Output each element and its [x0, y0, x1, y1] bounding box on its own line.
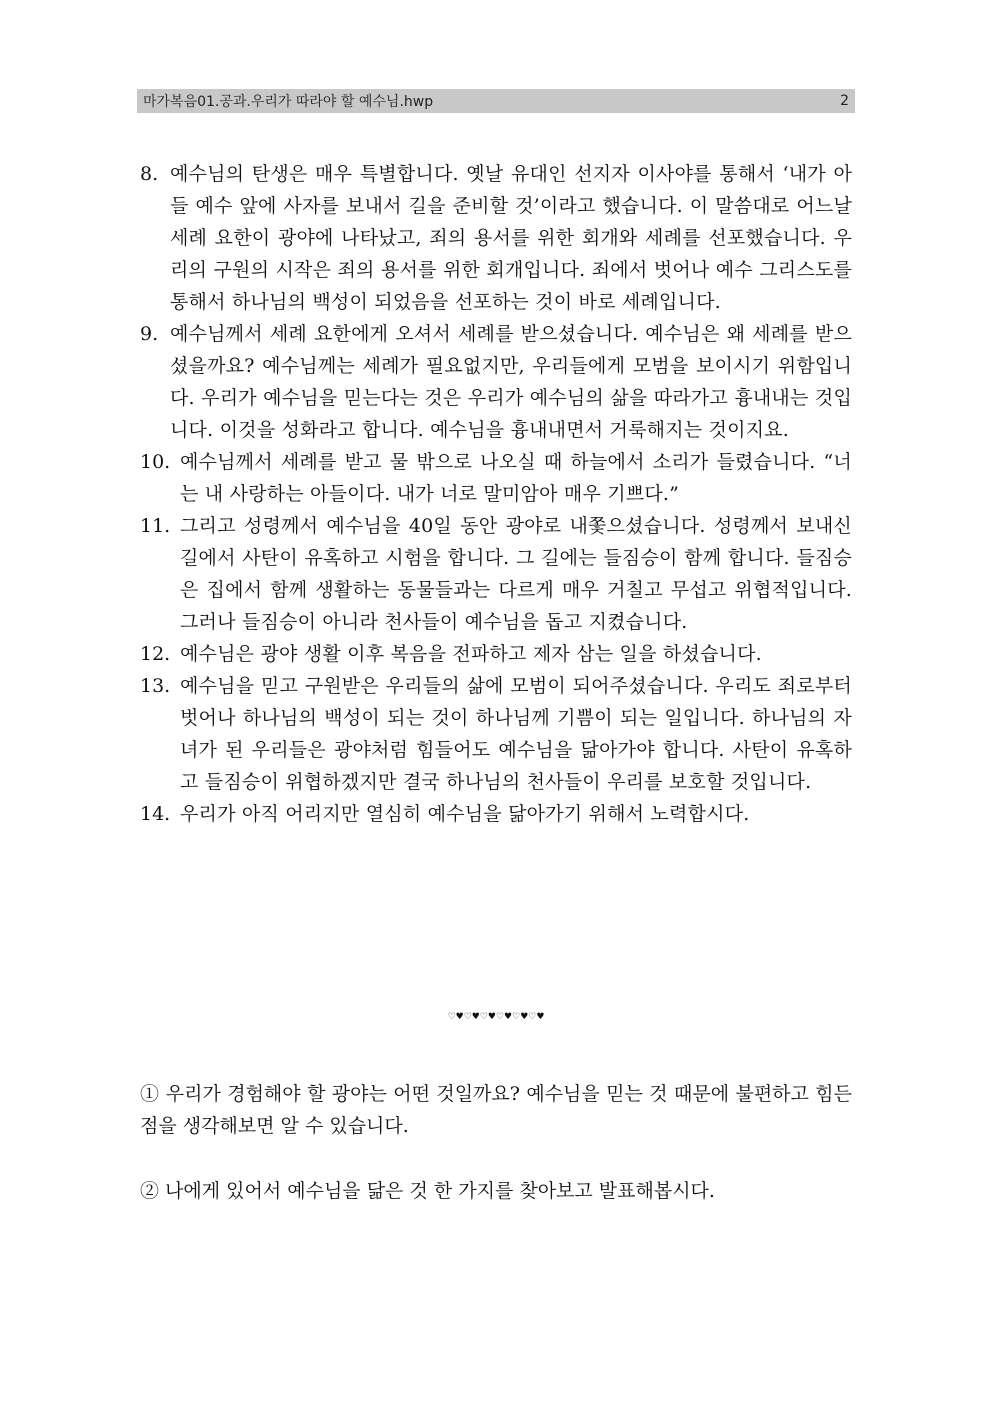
list-item: [140, 798, 852, 830]
document-title: 마가복음01.공과.우리가 따라야 할 예수님.hwp: [143, 94, 434, 110]
list-item: [140, 318, 852, 446]
heart-divider: ♡♥♡♥♡♥♡♥♡♥♡♥: [447, 1012, 545, 1022]
list-item-text: 우리가 아직 어리지만 열심히 예수님을 닮아가기 위해서 노력합시다.: [180, 803, 750, 825]
discussion-question-1: ① 우리가 경험해야 할 광야는 어떤 것일까요? 예수님을 믿는 것 때문에 불편하고 힘든 점을 생각해보면 알 수 있습니다.: [140, 1083, 852, 1137]
list-item-text: 그리고 성령께서 예수님을 40일 동안 광야로 내쫓으셨습니다. 성령께서 보내신 길에서 사탄이 유혹하고 시험을 합니다. 그 길에는 들짐승이 함께 합니다. 들짐승은 집에서 함께 생활하는 동물들과는 다르게 매우 거칠고 무섭고 위협적입니다. 그러나 들짐승이 아니라 천사들이 예수님을 돕고 지켰습니다.: [180, 515, 853, 633]
document-header: [137, 89, 855, 113]
list-item-text: 예수님을 믿고 구원받은 우리들의 삶에 모범이 되어주셨습니다. 우리도 죄로부터 벗어나 하나님의 백성이 되는 것이 하나님께 기쁨이 되는 일입니다. 하나님의 자녀가 된 우리들은 광야처럼 힘들어도 예수님을 닮아가야 합니다. 사탄이 유혹하고 들짐승이 위협하겠지만 결국 하나님의 천사들이 우리를 보호할 것입니다.: [180, 675, 852, 793]
list-item-number: 12.: [140, 643, 171, 665]
list-item-number: 13.: [140, 675, 171, 697]
page-number: 2: [840, 93, 849, 109]
list-item-text: 예수님께서 세례를 받고 물 밖으로 나오실 때 하늘에서 소리가 들렸습니다. “너는 내 사랑하는 아들이다. 내가 너로 말미암아 매우 기쁘다.”: [180, 451, 852, 505]
list-item-text: 예수님께서 세례 요한에게 오셔서 세례를 받으셨습니다. 예수님은 왜 세례를 받으셨을까요? 예수님께는 세례가 필요없지만, 우리들에게 모범을 보이시기 위함입니다. 우리가 예수님을 믿는다는 것은 우리가 예수님의 삶을 따라가고 흉내내는 것입니다. 이것을 성화라고 합니다. 예수님을 흉내내면서 거룩해지는 것이지요.: [170, 323, 852, 441]
list-item-number: 9.: [140, 323, 159, 345]
discussion-question-2: ② 나에게 있어서 예수님을 닮은 것 한 가지를 찾아보고 발표해봅시다.: [140, 1180, 715, 1202]
list-item-number: 14.: [140, 803, 171, 825]
list-item-text: 예수님의 탄생은 매우 특별합니다. 옛날 유대인 선지자 이사야를 통해서 ‘내가 아들 예수 앞에 사자를 보내서 길을 준비할 것’이라고 했습니다. 이 말씀대로 어느날 세례 요한이 광야에 나타났고, 죄의 용서를 위한 회개와 세례를 선포했습니다. 우리의 구원의 시작은 죄의 용서를 위한 회개입니다. 죄에서 벗어나 예수 그리스도를 통해서 하나님의 백성이 되었음을 선포하는 것이 바로 세례입니다.: [170, 163, 852, 313]
list-item: [140, 510, 852, 638]
list-item-text: 예수님은 광야 생활 이후 복음을 전파하고 제자 삼는 일을 하셨습니다.: [180, 643, 762, 665]
list-item: [140, 638, 852, 670]
list-item-number: 11.: [140, 515, 171, 537]
list-item: [140, 158, 852, 318]
list-item-number: 10.: [140, 451, 171, 473]
list-item-number: 8.: [140, 163, 159, 185]
list-item: [140, 670, 852, 798]
list-item: [140, 446, 852, 510]
numbered-list: [140, 158, 852, 830]
